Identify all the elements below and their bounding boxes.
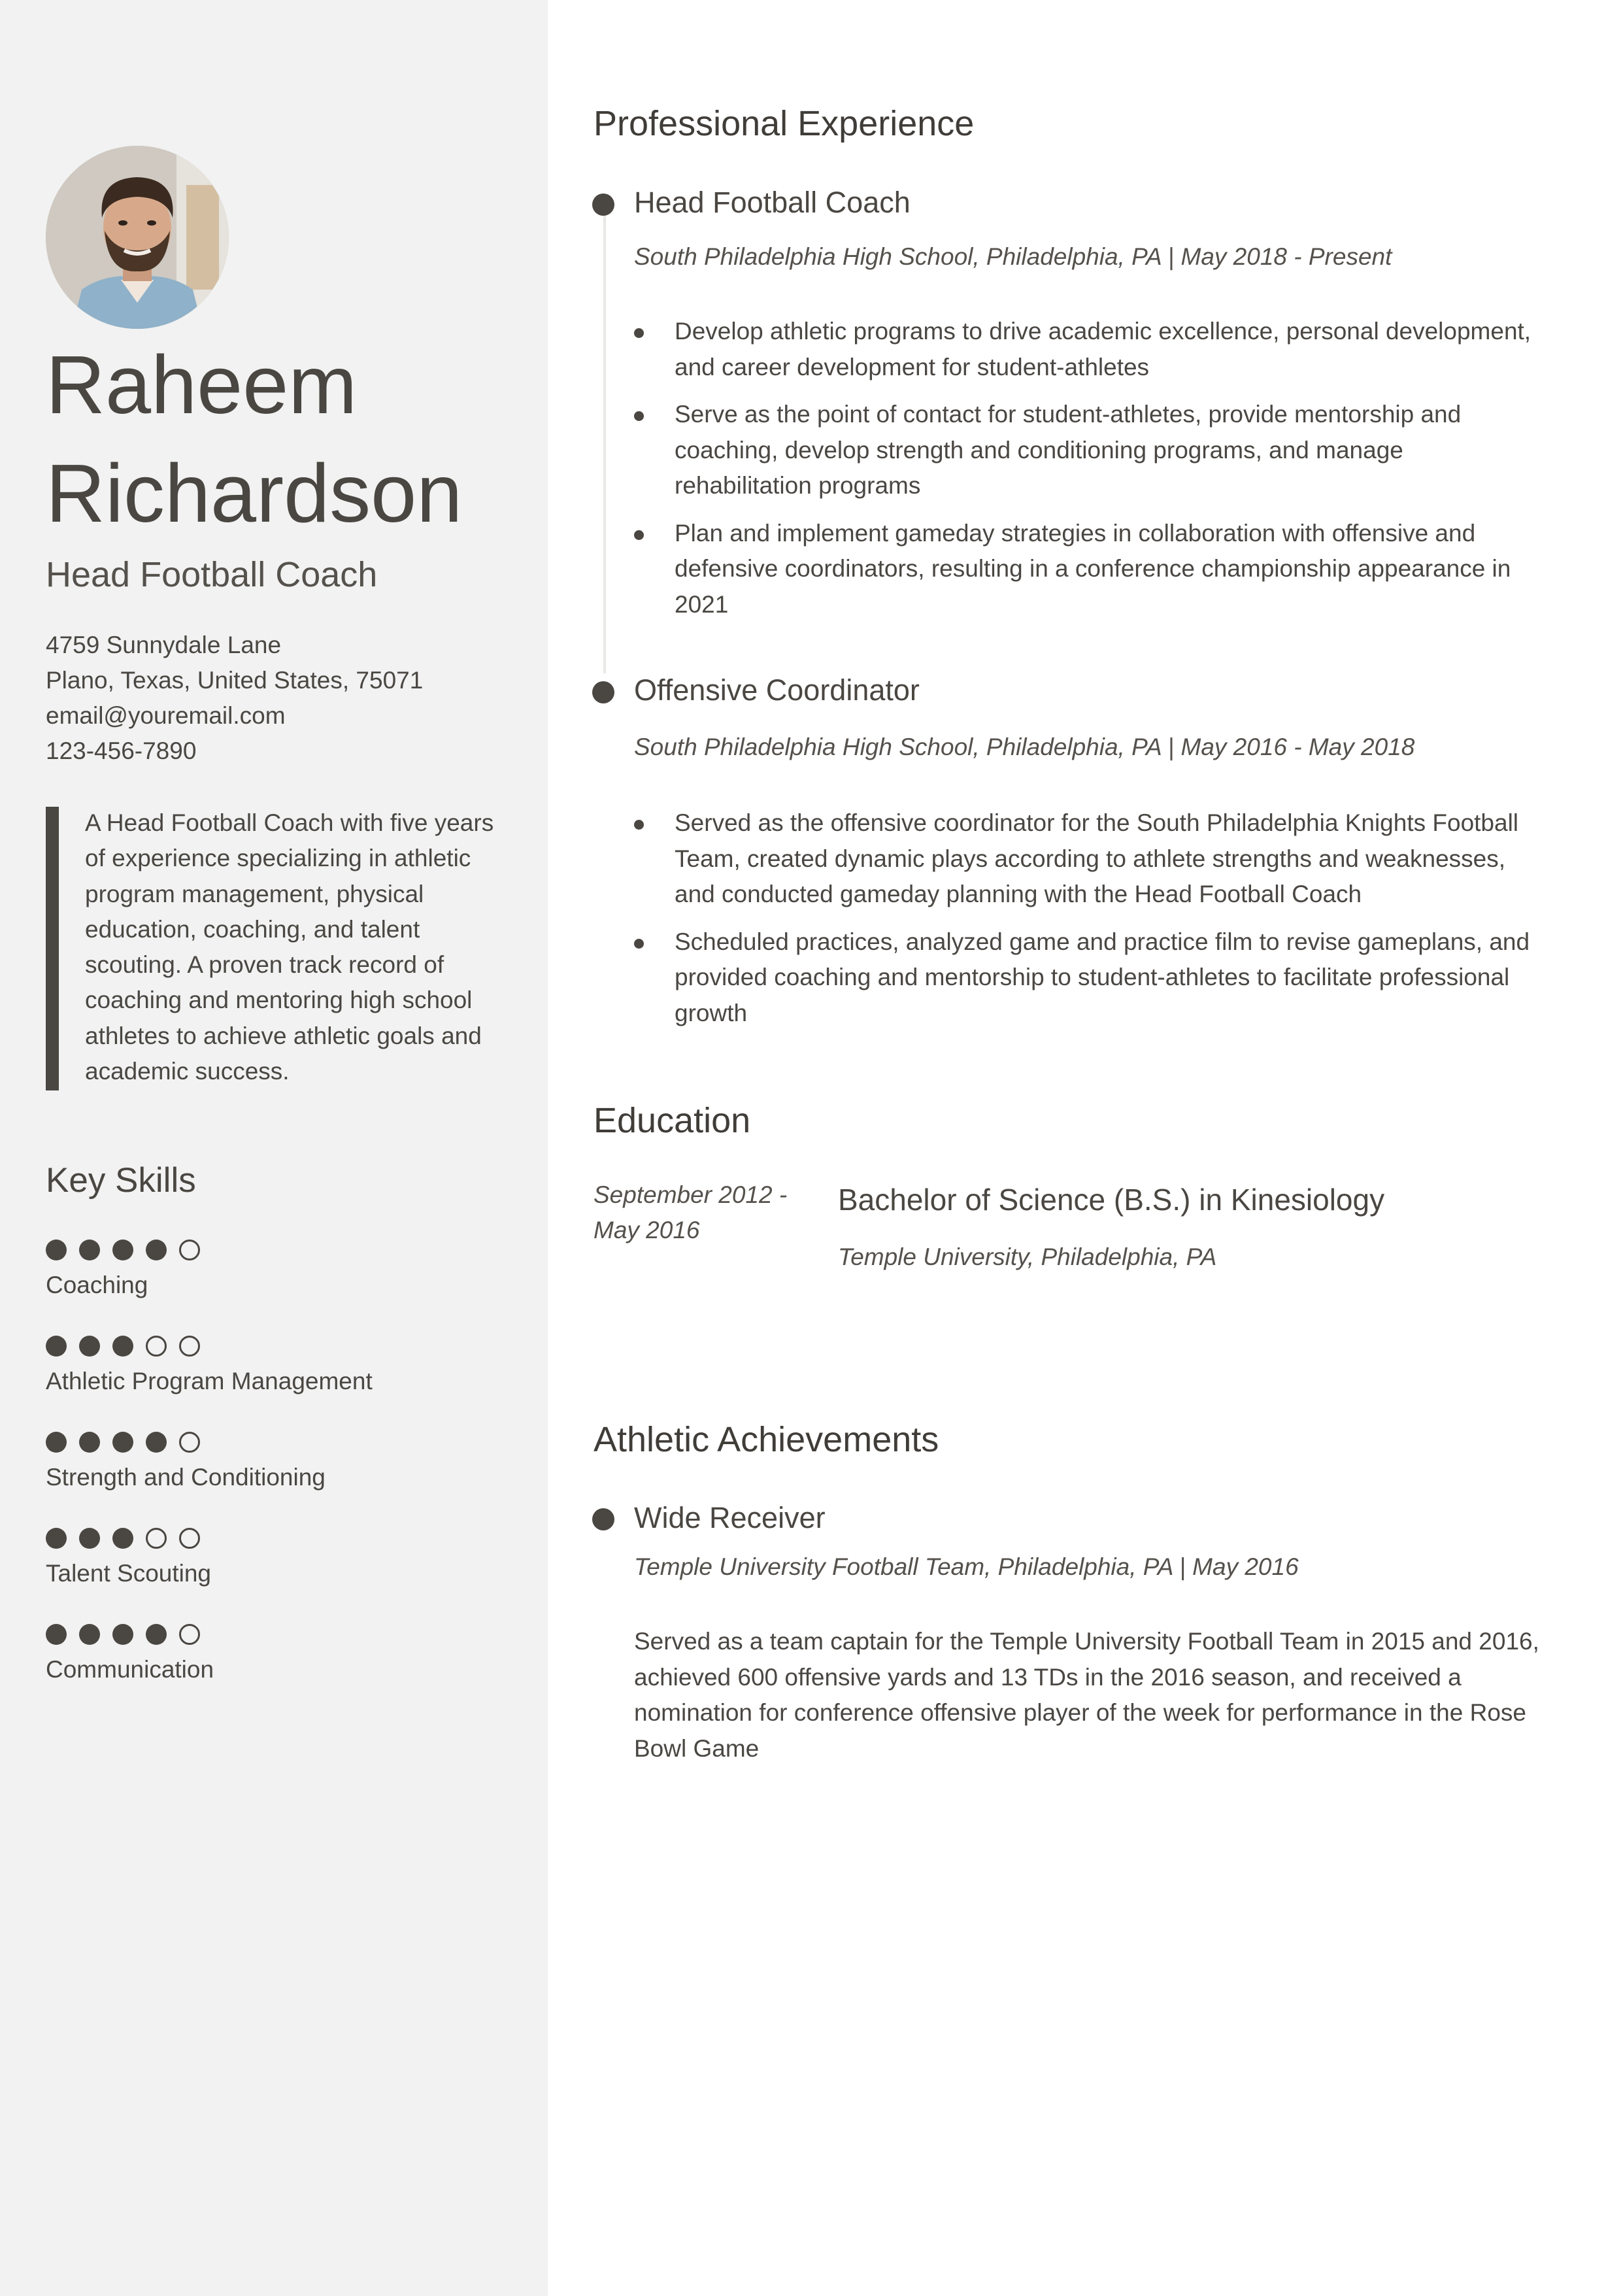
bullet-icon bbox=[634, 939, 644, 949]
achievement-meta: Temple University Football Team, Philadelphia, PA | May 2016 bbox=[634, 1553, 1299, 1580]
address-line-2: Plano, Texas, United States, 75071 bbox=[46, 667, 424, 694]
list-item bbox=[634, 805, 1536, 913]
rating-dot-filled-icon bbox=[112, 1240, 133, 1260]
rating-dot-empty-icon bbox=[179, 1240, 200, 1260]
skill-item bbox=[46, 1431, 326, 1491]
rating-dot-filled-icon bbox=[146, 1432, 167, 1453]
job-title: Head Football Coach bbox=[634, 186, 911, 219]
rating-dot-filled-icon bbox=[79, 1528, 100, 1549]
skill-item bbox=[46, 1239, 200, 1299]
rating-dot-filled-icon bbox=[46, 1432, 67, 1453]
rating-dot-empty-icon bbox=[179, 1528, 200, 1549]
rating-dot-filled-icon bbox=[46, 1336, 67, 1357]
rating-dot-filled-icon bbox=[46, 1624, 67, 1645]
skill-rating bbox=[46, 1239, 200, 1261]
skill-label: Talent Scouting bbox=[46, 1560, 212, 1587]
skill-rating bbox=[46, 1527, 211, 1549]
profile-photo-icon bbox=[46, 146, 229, 329]
rating-dot-filled-icon bbox=[112, 1432, 133, 1453]
avatar bbox=[46, 146, 229, 329]
rating-dot-filled-icon bbox=[79, 1336, 100, 1357]
bullet-text: Served as the offensive coordinator for the South Philadelphia Knights Football Team, created dynamic plays according to athlete strengths and weaknesses, and conducted gameday planning with the Head Football Coach bbox=[675, 809, 1519, 907]
rating-dot-filled-icon bbox=[79, 1240, 100, 1260]
first-name: Raheem bbox=[46, 339, 358, 431]
education-date-start: September 2012 - bbox=[594, 1181, 788, 1208]
rating-dot-filled-icon bbox=[79, 1432, 100, 1453]
rating-dot-filled-icon bbox=[112, 1528, 133, 1549]
job-bullets bbox=[634, 314, 1536, 634]
achievements-heading: Athletic Achievements bbox=[594, 1420, 939, 1459]
rating-dot-filled-icon bbox=[46, 1528, 67, 1549]
skill-item bbox=[46, 1527, 211, 1587]
skill-label: Athletic Program Management bbox=[46, 1368, 373, 1394]
skill-rating bbox=[46, 1431, 326, 1453]
education-dates bbox=[594, 1177, 803, 1248]
list-item bbox=[634, 516, 1536, 623]
rating-dot-filled-icon bbox=[146, 1240, 167, 1260]
job-bullets bbox=[634, 805, 1536, 1043]
phone: 123-456-7890 bbox=[46, 737, 197, 764]
skills-heading: Key Skills bbox=[46, 1161, 196, 1200]
bullet-icon bbox=[634, 328, 644, 338]
skill-label: Strength and Conditioning bbox=[46, 1464, 326, 1491]
list-item bbox=[634, 314, 1536, 385]
bullet-icon bbox=[634, 530, 644, 540]
bullet-icon bbox=[634, 411, 644, 421]
skill-item bbox=[46, 1335, 373, 1395]
timeline-dot bbox=[592, 681, 614, 703]
list-item bbox=[634, 397, 1536, 504]
candidate-name bbox=[46, 331, 529, 548]
skill-rating bbox=[46, 1623, 214, 1646]
main-content bbox=[548, 0, 1623, 2296]
bullet-text: Plan and implement gameday strategies in collaboration with offensive and defensive coordinators, resulting in a conference championship appearance in 2021 bbox=[675, 519, 1511, 618]
rating-dot-filled-icon bbox=[112, 1624, 133, 1645]
list-item bbox=[634, 924, 1536, 1032]
bullet-icon bbox=[634, 820, 644, 830]
rating-dot-filled-icon bbox=[146, 1624, 167, 1645]
email: email@youremail.com bbox=[46, 702, 286, 729]
education-school: Temple University, Philadelphia, PA bbox=[838, 1243, 1217, 1270]
job-title: Offensive Coordinator bbox=[634, 673, 920, 707]
contact-info bbox=[46, 628, 423, 769]
candidate-title: Head Football Coach bbox=[46, 555, 378, 594]
rating-dot-empty-icon bbox=[179, 1432, 200, 1453]
achievement-title: Wide Receiver bbox=[634, 1501, 826, 1534]
rating-dot-empty-icon bbox=[146, 1336, 167, 1357]
rating-dot-empty-icon bbox=[146, 1528, 167, 1549]
rating-dot-filled-icon bbox=[46, 1240, 67, 1260]
bullet-text: Serve as the point of contact for student-athletes, provide mentorship and coaching, develop strength and conditioning programs, and manage rehabilitation programs bbox=[675, 401, 1462, 499]
timeline-line bbox=[603, 216, 606, 673]
skill-label: Coaching bbox=[46, 1272, 148, 1298]
skill-rating bbox=[46, 1335, 373, 1357]
education-degree: Bachelor of Science (B.S.) in Kinesiology bbox=[838, 1183, 1385, 1217]
rating-dot-filled-icon bbox=[112, 1336, 133, 1357]
address-line-1: 4759 Sunnydale Lane bbox=[46, 632, 282, 658]
timeline-dot bbox=[592, 194, 614, 216]
education-date-end: May 2016 bbox=[594, 1217, 700, 1243]
skill-item bbox=[46, 1623, 214, 1683]
rating-dot-empty-icon bbox=[179, 1624, 200, 1645]
bullet-text: Scheduled practices, analyzed game and practice film to revise gameplans, and provided coaching and mentorship to student-athletes to facilitate professional growth bbox=[675, 928, 1530, 1026]
sidebar bbox=[0, 0, 548, 2296]
experience-heading: Professional Experience bbox=[594, 104, 975, 143]
job-meta: South Philadelphia High School, Philadelphia, PA | May 2016 - May 2018 bbox=[634, 734, 1415, 760]
education-heading: Education bbox=[594, 1101, 751, 1140]
timeline-dot bbox=[592, 1508, 614, 1530]
bullet-text: Develop athletic programs to drive academic excellence, personal development, and career development for student-athletes bbox=[675, 318, 1531, 380]
last-name: Richardson bbox=[46, 447, 463, 539]
rating-dot-filled-icon bbox=[79, 1624, 100, 1645]
summary-text: A Head Football Coach with five years of experience specializing in athletic program management, physical education, coaching, and talent scouting. A proven track record of coaching and mentoring high school athletes to achieve athletic goals and academic success. bbox=[85, 809, 494, 1085]
summary-accent-bar bbox=[46, 807, 59, 1090]
job-meta: South Philadelphia High School, Philadelphia, PA | May 2018 - Present bbox=[634, 243, 1392, 270]
skill-label: Communication bbox=[46, 1656, 214, 1683]
achievement-description: Served as a team captain for the Temple University Football Team in 2015 and 2016, achieved 600 offensive yards and 13 TDs in the 2016 season, and received a nomination for conference offensive player of the week for performance in the Rose Bowl Game bbox=[634, 1628, 1539, 1762]
rating-dot-empty-icon bbox=[179, 1336, 200, 1357]
